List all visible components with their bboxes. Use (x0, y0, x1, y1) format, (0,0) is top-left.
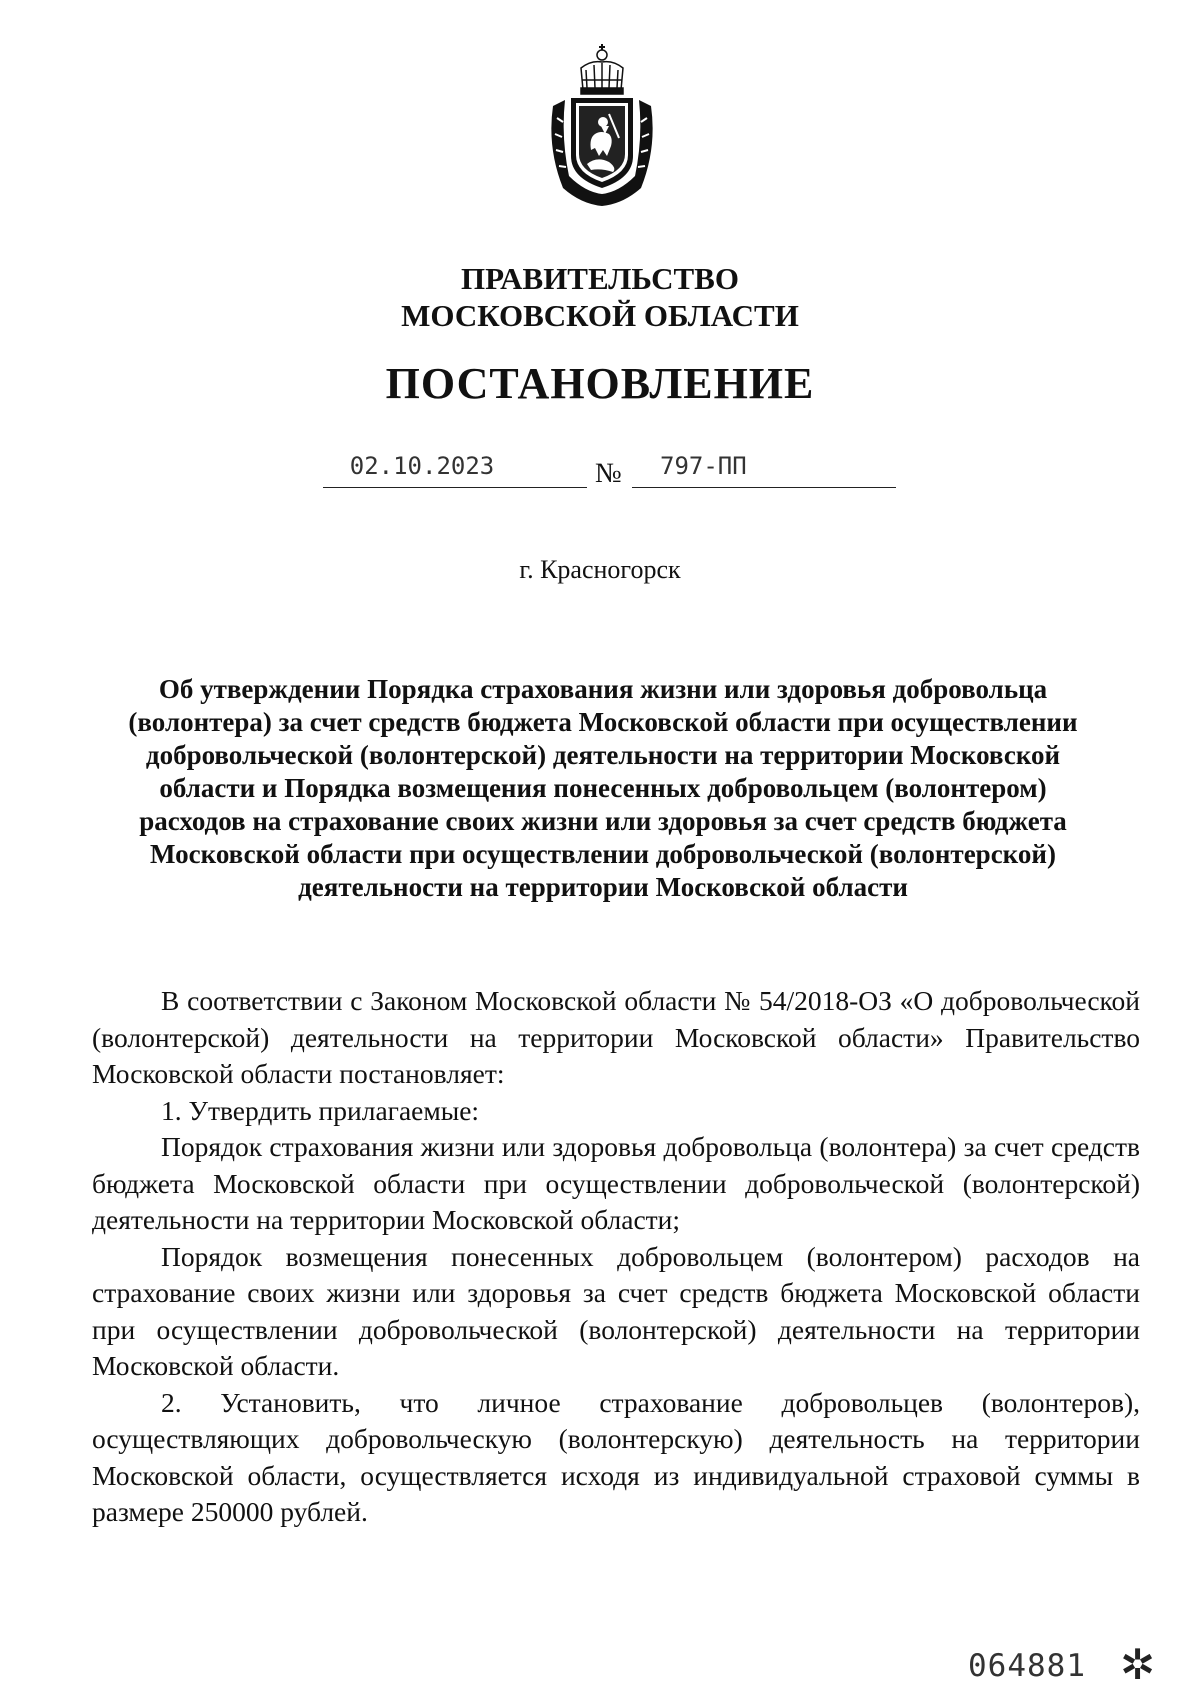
serial-number: 064881 (968, 1648, 1086, 1684)
title-line: Об утверждении Порядка страхования жизни или здоровья добровольца (158, 674, 1048, 704)
city: г. Красногорск (519, 555, 681, 584)
organization-line-2: МОСКОВСКОЙ ОБЛАСТИ (401, 298, 799, 333)
body-paragraph: 2. Установить, что личное страхование добровольцев (волонтеров), осуществляющих добровольческую (волонтерскую) деятельность на территории Московской области, осуществляется исходя из индивидуальной страховой суммы в размере 250000 рублей. (92, 1386, 1140, 1527)
number-sign: № (595, 458, 622, 489)
title-line: расходов на страхование своих жизни или здоровья за счет средств бюджета (139, 806, 1067, 836)
document-title (108, 673, 1098, 904)
body-paragraph: Порядок возмещения понесенных добровольцем (волонтером) расходов на страхование своих жизни или здоровья за счет средств бюджета Московской области при осуществлении добровольческой (волонтерской) деятельности на территории Московской области. (92, 1240, 1140, 1381)
body-paragraph: 1. Утвердить прилагаемые: (161, 1094, 480, 1126)
crown-icon (581, 44, 623, 94)
shield-icon (571, 98, 633, 188)
number-underline (632, 487, 896, 488)
date-underline (323, 487, 587, 488)
body-paragraph: Порядок страхования жизни или здоровья добровольца (волонтера) за счет средств бюджета Московской области при осуществлении добровольческой (волонтерской) деятельности на территории Московской области; (92, 1131, 1140, 1235)
body-paragraph: В соответствии с Законом Московской области № 54/2018-ОЗ «О добровольческой (волонтерской) деятельности на территории Московской области» Правительство Московской области постановляет: (92, 985, 1140, 1089)
document-date: 02.10.2023 (349, 452, 495, 480)
title-line: области и Порядка возмещения понесенных добровольцем (волонтером) (159, 773, 1047, 803)
coat-of-arms-emblem (543, 38, 661, 208)
title-line: (волонтера) за счет средств бюджета Московской области при осуществлении (128, 707, 1078, 737)
title-line: Московской области при осуществлении добровольческой (волонтерской) (150, 839, 1056, 869)
asterisk-icon: ✲ (1120, 1640, 1156, 1689)
title-line: деятельности на территории Московской области (298, 872, 908, 902)
organization-line-1: ПРАВИТЕЛЬСТВО (461, 261, 739, 296)
document-body (92, 983, 1140, 1531)
title-line: добровольческой (волонтерской) деятельности на территории Московской (145, 740, 1061, 770)
document-type: ПОСТАНОВЛЕНИЕ (385, 359, 815, 408)
document-number: 797-ПП (660, 452, 747, 480)
